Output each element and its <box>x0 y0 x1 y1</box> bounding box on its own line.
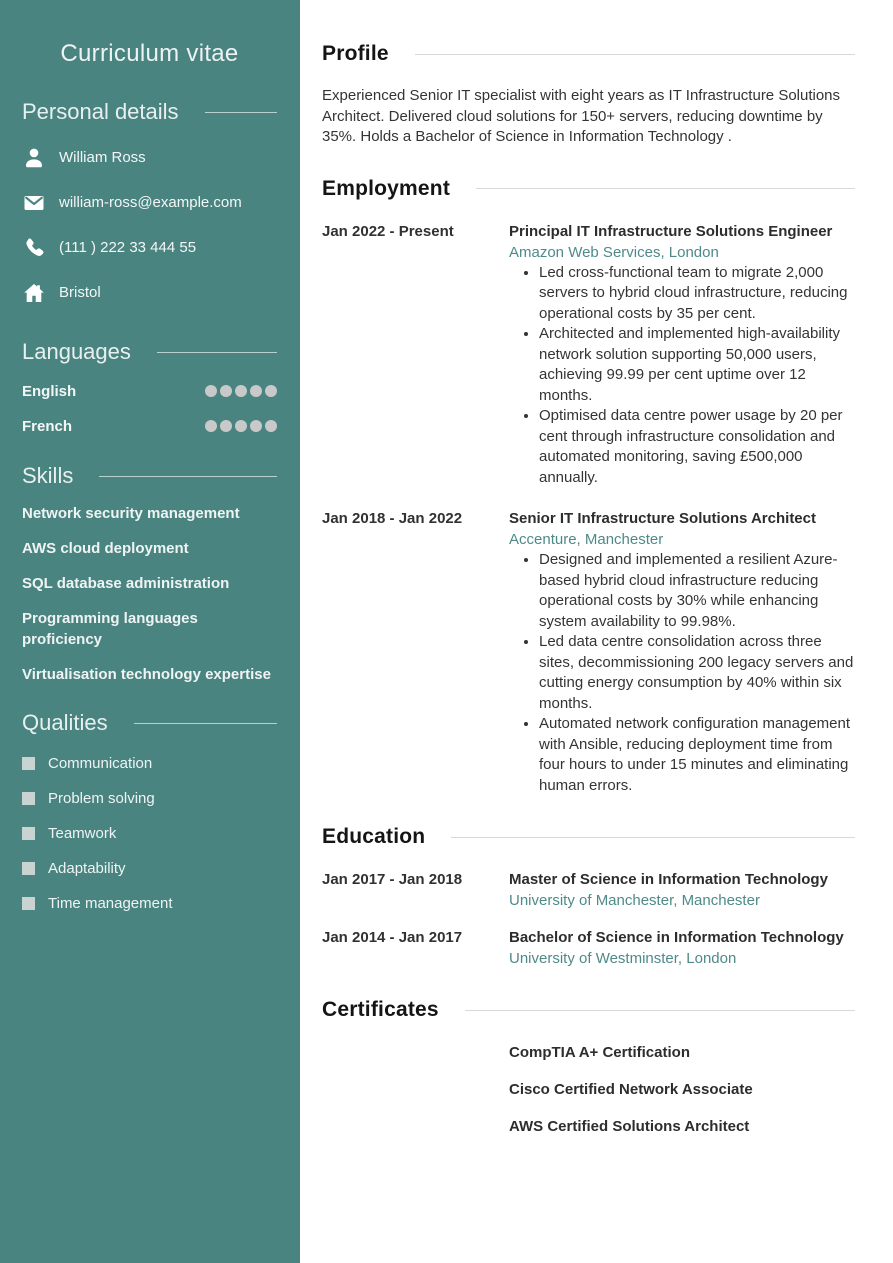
sidebar <box>0 0 300 1263</box>
language-name: English <box>22 382 77 400</box>
section-rule <box>451 837 855 838</box>
certificate-dates-empty <box>322 1116 509 1137</box>
person-icon <box>22 146 46 170</box>
quality-label: Adaptability <box>48 859 126 877</box>
quality-item <box>22 790 277 806</box>
language-row-english <box>22 382 277 400</box>
level-dot-icon <box>250 385 262 397</box>
school-link: University of Manchester, Manchester <box>509 892 760 909</box>
section-rule <box>134 723 277 724</box>
level-dot-icon <box>265 420 277 432</box>
job-title: Principal IT Infrastructure Solutions Engineer <box>509 222 833 240</box>
profile-heading-label: Profile <box>322 42 389 65</box>
education-entry <box>322 869 855 911</box>
languages-heading-label: Languages <box>22 339 131 364</box>
personal-details-heading <box>22 99 277 125</box>
level-dot-icon <box>235 420 247 432</box>
employer-link: Accenture, Manchester <box>509 531 664 548</box>
level-dot-icon <box>250 420 262 432</box>
job-bullet: • Automated network configuration management with Ansible, reducing deployment time from four hours to under 15 minutes and eliminating human errors. <box>539 714 855 796</box>
section-rule <box>415 54 855 55</box>
certificates-heading <box>322 998 855 1022</box>
certificate-dates-empty <box>322 1042 509 1063</box>
entry-body <box>509 869 855 911</box>
email-icon <box>22 191 46 215</box>
education-heading-label: Education <box>322 825 426 848</box>
language-row-french <box>22 417 277 435</box>
level-dot-icon <box>265 385 277 397</box>
cv-main-content <box>300 0 893 1263</box>
certificate-dates-empty <box>322 1079 509 1100</box>
skills-heading <box>22 463 277 489</box>
certificate-title: CompTIA A+ Certification <box>509 1044 690 1061</box>
certificate-title: AWS Certified Solutions Architect <box>509 1118 750 1135</box>
languages-heading <box>22 339 277 365</box>
section-rule <box>205 112 277 113</box>
full-name: William Ross <box>59 149 146 166</box>
phone-value: (111 ) 222 33 444 55 <box>59 239 197 256</box>
square-bullet-icon <box>22 897 35 910</box>
qualities-heading-label: Qualities <box>22 710 108 735</box>
certificates-heading-label: Certificates <box>322 998 439 1021</box>
job-bullet-list <box>509 550 855 796</box>
entry-dates: Jan 2014 - Jan 2017 <box>322 929 463 946</box>
school-link: University of Westminster, London <box>509 950 737 967</box>
cv-title: Curriculum vitae <box>60 40 239 67</box>
personal-detail-name <box>22 145 277 170</box>
square-bullet-icon <box>22 862 35 875</box>
entry-dates: Jan 2017 - Jan 2018 <box>322 871 463 888</box>
profile-section <box>322 42 855 148</box>
level-dot-icon <box>205 385 217 397</box>
section-rule <box>157 352 277 353</box>
profile-heading <box>322 42 855 66</box>
skill-item: SQL database administration <box>22 575 230 592</box>
language-level-dots <box>202 420 277 432</box>
job-title: Senior IT Infrastructure Solutions Architect <box>509 510 816 527</box>
skill-item: Programming languages proficiency <box>22 610 198 648</box>
degree-title: Master of Science in Information Technology <box>509 871 828 888</box>
personal-detail-phone <box>22 235 277 260</box>
certificate-entry <box>322 1116 855 1137</box>
language-name: French <box>22 417 73 435</box>
qualities-heading <box>22 710 277 736</box>
personal-details-heading-label: Personal details <box>22 99 179 124</box>
certificate-entry <box>322 1042 855 1063</box>
quality-item <box>22 895 277 911</box>
entry-body <box>509 927 855 969</box>
quality-item <box>22 755 277 771</box>
level-dot-icon <box>205 420 217 432</box>
entry-body <box>509 221 855 489</box>
city-value: Bristol <box>59 284 101 301</box>
level-dot-icon <box>220 385 232 397</box>
job-bullet: • Led data centre consolidation across three sites, decommissioning 200 legacy servers and cutting energy consumption by 40% within six months. <box>539 632 855 714</box>
certificates-section <box>322 998 855 1137</box>
section-rule <box>99 476 277 477</box>
section-rule <box>465 1010 855 1011</box>
entry-dates: Jan 2022 - Present <box>322 222 454 240</box>
employment-section <box>322 177 855 797</box>
quality-label: Communication <box>48 754 153 772</box>
skills-heading-label: Skills <box>22 463 74 488</box>
skill-item: AWS cloud deployment <box>22 540 189 557</box>
quality-label: Teamwork <box>48 824 117 842</box>
profile-text: Experienced Senior IT specialist with eight years as IT Infrastructure Solutions Architect. Delivered cloud solutions for 150+ servers, reducing downtime by 35%. Holds a Bachelor of Science in Information Technology . <box>322 87 841 145</box>
square-bullet-icon <box>22 827 35 840</box>
job-bullet: • Optimised data centre power usage by 20 per cent through infrastructure consolidation and automated monitoring, saving £500,000 annually. <box>539 406 855 488</box>
home-icon <box>22 281 46 305</box>
quality-item <box>22 825 277 841</box>
personal-detail-email <box>22 190 277 215</box>
entry-body <box>509 508 855 796</box>
employment-entry <box>322 221 855 489</box>
job-bullet: • Architected and implemented high-availability network solution supporting 50,000 users, achieving 99.99 per cent uptime over 12 months. <box>539 324 855 406</box>
level-dot-icon <box>220 420 232 432</box>
square-bullet-icon <box>22 757 35 770</box>
phone-icon <box>22 236 46 260</box>
education-section <box>322 825 855 969</box>
employment-heading <box>322 177 855 201</box>
square-bullet-icon <box>22 792 35 805</box>
quality-label: Problem solving <box>48 789 155 807</box>
skill-item: Network security management <box>22 505 240 522</box>
employment-heading-label: Employment <box>322 176 451 200</box>
education-heading <box>322 825 855 849</box>
section-rule <box>476 188 855 189</box>
level-dot-icon <box>235 385 247 397</box>
quality-label: Time management <box>48 894 173 912</box>
education-entry <box>322 927 855 969</box>
language-level-dots <box>202 385 277 397</box>
certificate-title: Cisco Certified Network Associate <box>509 1081 753 1098</box>
job-bullet: • Led cross-functional team to migrate 2,000 servers to hybrid cloud infrastructure, reducing operational costs by 35 per cent. <box>539 263 855 325</box>
certificate-entry <box>322 1079 855 1100</box>
entry-dates: Jan 2018 - Jan 2022 <box>322 510 463 527</box>
job-bullet-list <box>509 263 855 489</box>
employment-entry <box>322 508 855 796</box>
personal-detail-city <box>22 280 277 305</box>
skill-item: Virtualisation technology expertise <box>22 666 271 683</box>
degree-title: Bachelor of Science in Information Technology <box>509 929 844 946</box>
employer-link: Amazon Web Services, London <box>509 243 719 261</box>
quality-item <box>22 860 277 876</box>
email-value: william-ross@example.com <box>59 194 242 211</box>
job-bullet: • Designed and implemented a resilient Azure-based hybrid cloud infrastructure reducing operational costs by 30% while enhancing system availability to 99.98%. <box>539 550 855 632</box>
